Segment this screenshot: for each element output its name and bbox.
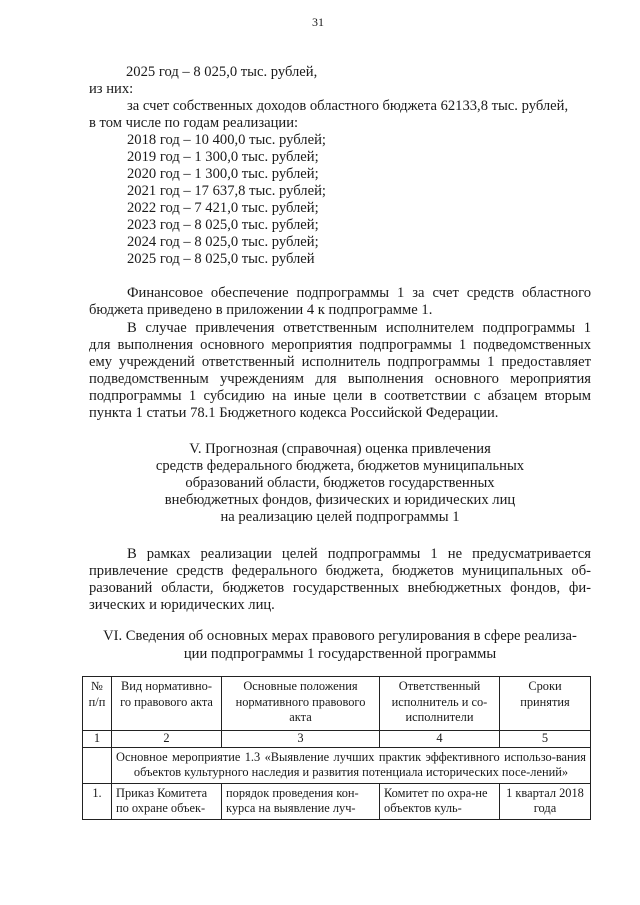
paragraph-line: Финансовое обеспечение подпрограммы 1 за счет средств областного	[127, 285, 591, 301]
column-number: 2	[112, 731, 222, 748]
table-header-row	[83, 677, 591, 731]
year-line: 2024 год – 8 025,0 тыс. рублей;	[127, 234, 319, 250]
financing-line: 2025 год – 8 025,0 тыс. рублей,	[126, 64, 318, 80]
paragraph-line: В рамках реализации целей подпрограммы 1 не предусматривается	[127, 546, 591, 562]
year-line: 2023 год – 8 025,0 тыс. рублей;	[127, 217, 319, 233]
header-cell-executor: Ответственный исполнитель и со-исполнители	[380, 677, 500, 731]
year-line: 2020 год – 1 300,0 тыс. рублей;	[127, 166, 319, 182]
section-heading: средств федерального бюджета, бюджетов муниципальных	[155, 458, 525, 474]
table-row	[83, 783, 591, 819]
row-number: 1.	[83, 783, 112, 819]
column-number: 1	[83, 731, 112, 748]
column-number: 5	[500, 731, 591, 748]
empty-cell	[83, 747, 112, 783]
section-heading: V. Прогнозная (справочная) оценка привлечения	[189, 441, 491, 457]
year-line: 2019 год – 1 300,0 тыс. рублей;	[127, 149, 319, 165]
column-number: 4	[380, 731, 500, 748]
provisions-cell: порядок проведения кон-курса на выявление луч-	[222, 783, 380, 819]
executor-cell: Комитет по охра-не объектов куль-	[380, 783, 500, 819]
section-heading: на реализацию целей подпрограммы 1	[220, 509, 460, 525]
page-number: 31	[312, 15, 324, 29]
legal-acts-table	[82, 676, 591, 820]
section-heading: образований области, бюджетов государственных	[185, 475, 495, 491]
act-type-cell: Приказ Комитета по охране объек-	[112, 783, 222, 819]
paragraph-line: бюджета приведено в приложении 4 к подпрограмме 1.	[89, 302, 433, 318]
main-event-row	[83, 747, 591, 783]
header-cell-provisions: Основные положения нормативного правового акта	[222, 677, 380, 731]
financing-line: из них:	[89, 81, 134, 97]
paragraph-line: привлечение средств федерального бюджета, бюджетов муниципальных об-	[89, 563, 591, 579]
paragraph-line: для выполнения основного мероприятия подпрограммы 1 подведомственных	[89, 337, 591, 353]
paragraph-line: подведомственным учреждениям для выполнения основного мероприятия	[89, 371, 591, 387]
section-heading: внебюджетных фондов, физических и юридических лиц	[164, 492, 516, 508]
year-line: 2022 год – 7 421,0 тыс. рублей;	[127, 200, 319, 216]
paragraph-line: ему учреждений ответственный исполнитель подпрограммы 1 предоставляет	[89, 354, 591, 370]
year-line: 2021 год – 17 637,8 тыс. рублей;	[127, 183, 326, 199]
term-cell: 1 квартал 2018 года	[500, 783, 591, 819]
paragraph-line: В случае привлечения ответственным исполнителем подпрограммы 1	[127, 320, 591, 336]
header-cell-number: № п/п	[83, 677, 112, 731]
paragraph-line: зических и юридических лиц.	[89, 597, 275, 613]
paragraph-line: разований области, бюджетов государственных внебюджетных фондов, фи-	[89, 580, 591, 596]
column-number: 3	[222, 731, 380, 748]
column-number-row	[83, 731, 591, 748]
year-line: 2018 год – 10 400,0 тыс. рублей;	[127, 132, 326, 148]
main-event-text: Основное мероприятие 1.3 «Выявление лучших практик эффективного использо-вания объектов культурного наследия и развития потенциала исторических посе-лений»	[112, 747, 591, 783]
year-line: 2025 год – 8 025,0 тыс. рублей	[127, 251, 315, 267]
section-heading: VI. Сведения об основных мерах правового регулирования в сфере реализа-	[103, 628, 577, 644]
section-heading: ции подпрограммы 1 государственной программы	[183, 646, 497, 662]
header-cell-act-type: Вид нормативно-го правового акта	[112, 677, 222, 731]
financing-line: в том числе по годам реализации:	[89, 115, 299, 131]
financing-line: за счет собственных доходов областного бюджета 62133,8 тыс. рублей,	[127, 98, 569, 114]
header-cell-term: Сроки принятия	[500, 677, 591, 731]
paragraph-line: подпрограммы 1 субсидию на иные цели в соответствии с абзацем вторым	[89, 388, 591, 404]
paragraph-line: пункта 1 статьи 78.1 Бюджетного кодекса Российской Федерации.	[89, 405, 499, 421]
